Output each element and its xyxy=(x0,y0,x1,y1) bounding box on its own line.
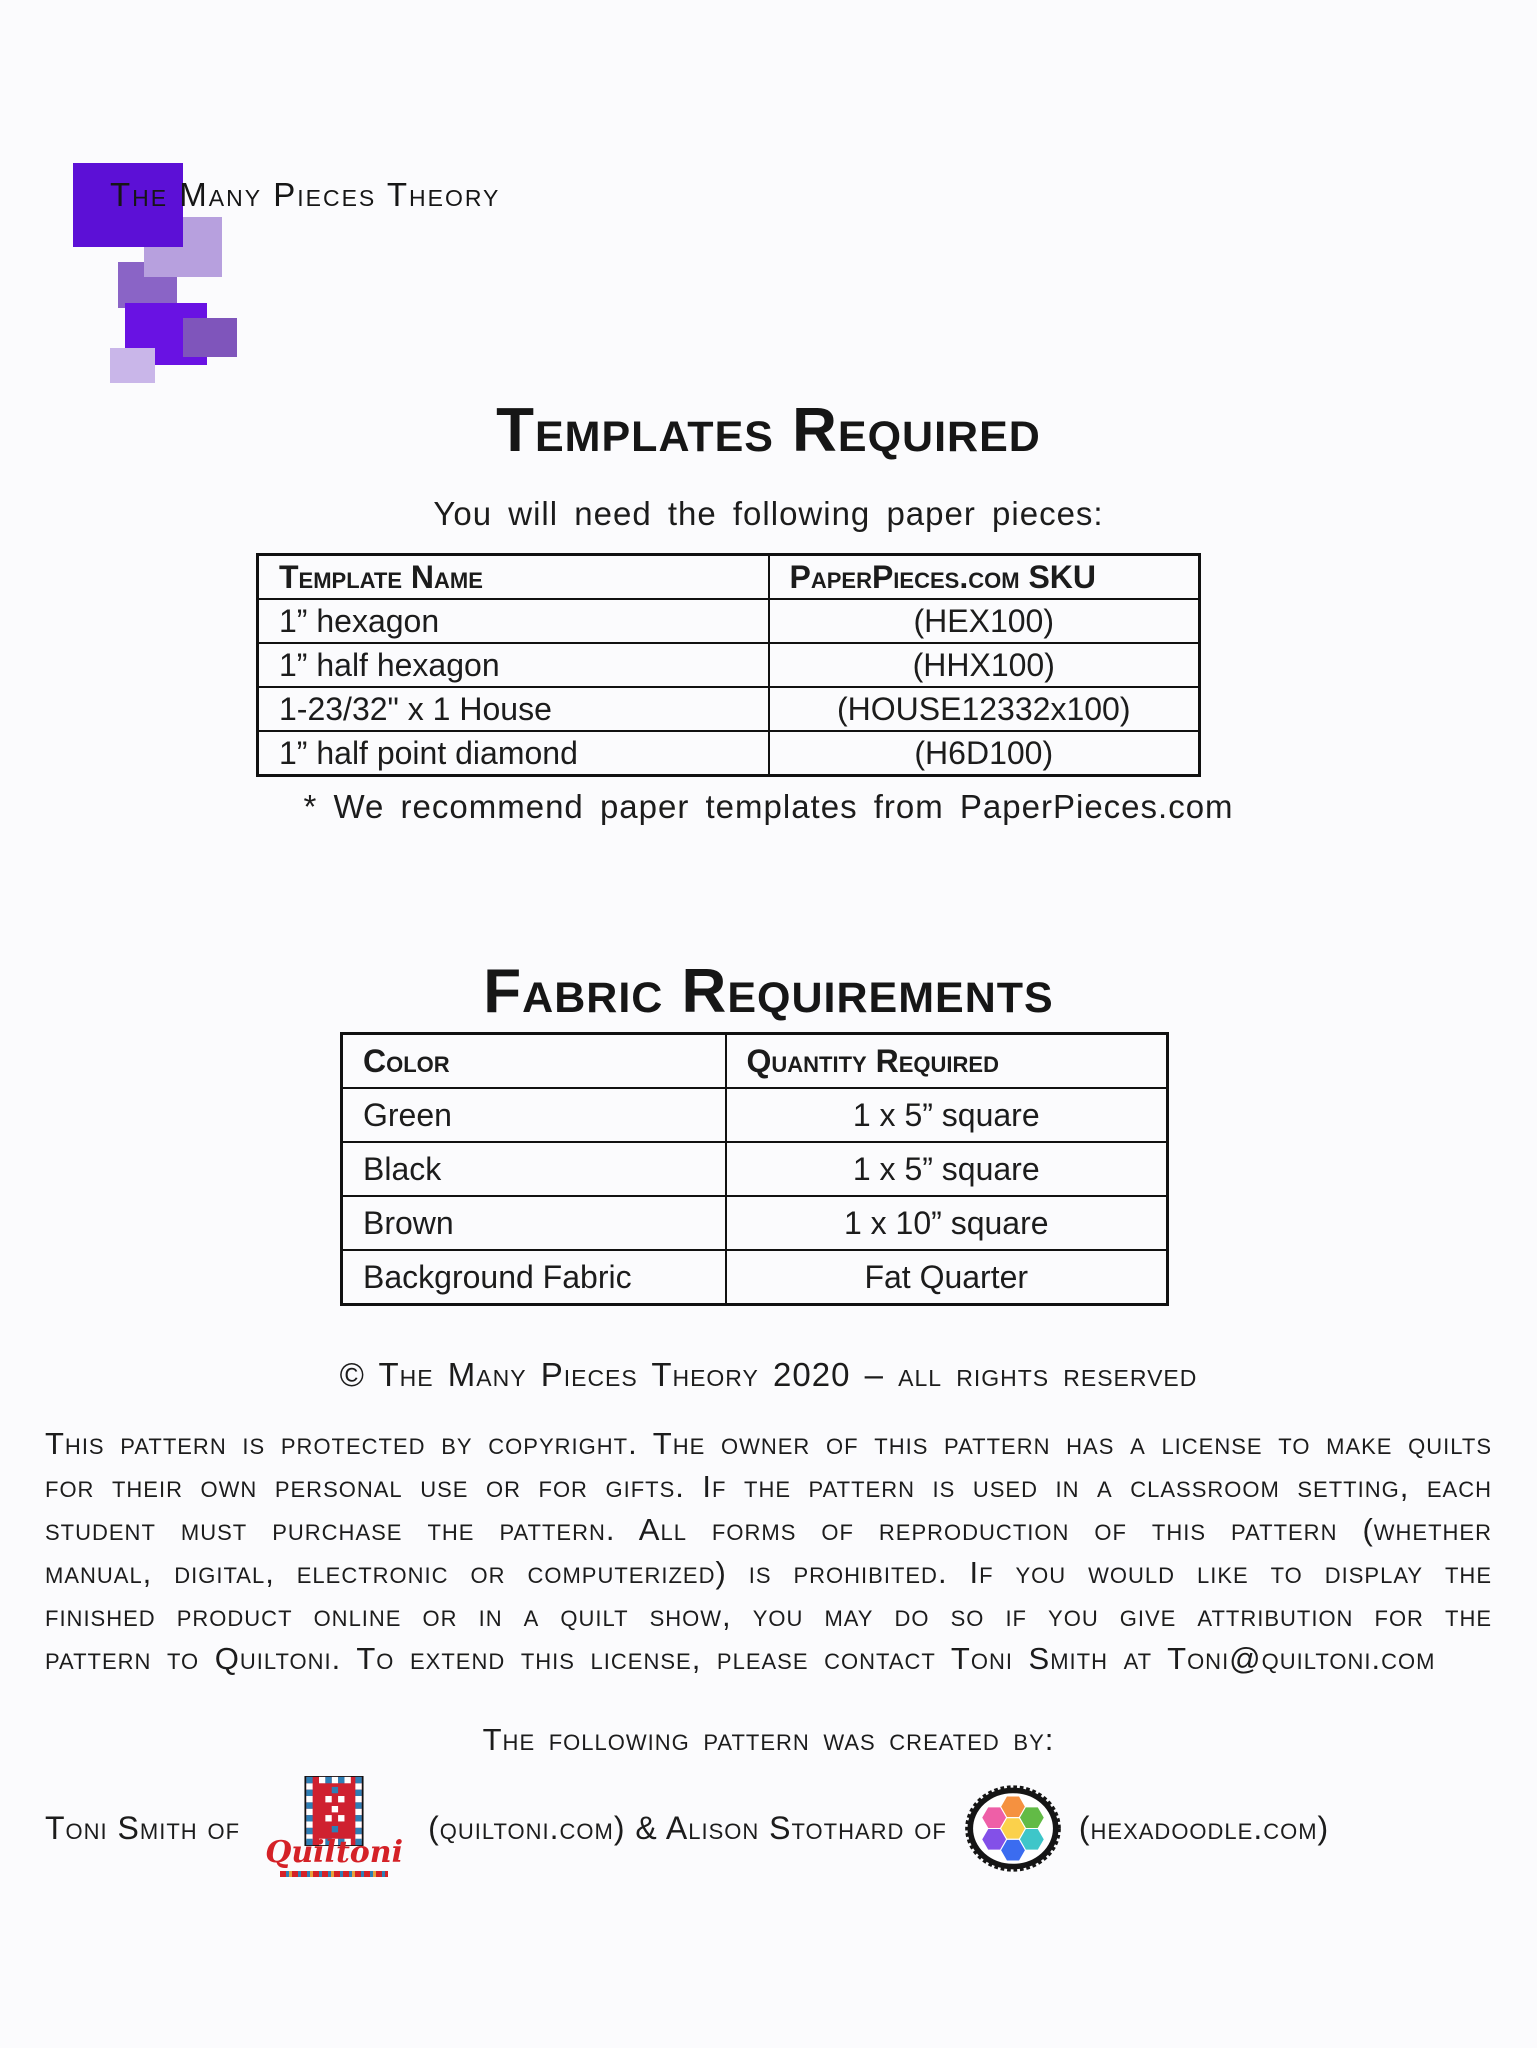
quiltoni-tagline-decoration xyxy=(280,1871,388,1877)
templates-note: * We recommend paper templates from PaperPieces.com xyxy=(303,788,1234,825)
credit-quiltoni-site: (quiltoni.com) & Alison Stothard of xyxy=(428,1809,947,1846)
brand-title: The Many Pieces Theory xyxy=(110,176,501,213)
fabric-color: Background Fabric xyxy=(342,1250,726,1305)
credits-row xyxy=(0,1768,1537,1888)
table-row xyxy=(342,1250,1168,1305)
credit-toni-text: Toni Smith of xyxy=(45,1809,241,1846)
table-row xyxy=(258,643,1200,687)
credit-hexadoodle-site: (hexadoodle.com) xyxy=(1078,1809,1330,1846)
quiltoni-logo xyxy=(254,1776,414,1877)
templates-heading: Templates Required xyxy=(496,396,1041,465)
templates-col-sku: PaperPieces.com SKU xyxy=(769,555,1200,600)
templates-table xyxy=(256,553,1201,777)
fabric-color: Brown xyxy=(342,1196,726,1250)
credit-alison-text: & Alison Stothard of xyxy=(635,1809,947,1846)
template-name: 1” hexagon xyxy=(258,599,769,643)
hexadoodle-hexagon-flower-icon xyxy=(961,1782,1065,1875)
fabric-table xyxy=(340,1032,1169,1306)
table-row xyxy=(258,687,1200,731)
logo-square-lavender-bottom xyxy=(110,348,155,383)
template-name: 1” half hexagon xyxy=(258,643,769,687)
template-sku: (HEX100) xyxy=(769,599,1200,643)
fabric-color: Green xyxy=(342,1088,726,1142)
logo-square-medium-right xyxy=(183,318,237,357)
template-sku: (HHX100) xyxy=(769,643,1200,687)
license-paragraph: This pattern is protected by copyright. The owner of this pattern has a license to make quilts for their own personal use or for gifts. If the pattern is used in a classroom setting, each student must purchase the pattern. All forms of reproduction of this pattern (whether manual, digital, electronic or computerized) is prohibited. If you would like to display the finished product online or in a quilt show, you may do so if you give attribution for the pattern to Quiltoni. To extend this license, please contact Toni Smith at Toni@quiltoni.com xyxy=(45,1426,1492,1676)
template-name: 1-23/32" x 1 House xyxy=(258,687,769,731)
table-row xyxy=(258,731,1200,776)
fabric-col-color: Color xyxy=(342,1034,726,1089)
copyright-line: © The Many Pieces Theory 2020 – all rights reserved xyxy=(339,1356,1198,1393)
templates-col-name: Template Name xyxy=(258,555,769,600)
table-row xyxy=(342,1142,1168,1196)
template-sku: (HOUSE12332x100) xyxy=(769,687,1200,731)
template-sku: (H6D100) xyxy=(769,731,1200,776)
fabric-quantity: 1 x 10” square xyxy=(726,1196,1168,1250)
fabric-quantity: Fat Quarter xyxy=(726,1250,1168,1305)
table-row xyxy=(258,599,1200,643)
fabric-heading: Fabric Requirements xyxy=(483,957,1054,1026)
templates-intro: You will need the following paper pieces: xyxy=(433,495,1104,532)
fabric-header-row xyxy=(342,1034,1168,1089)
template-name: 1” half point diamond xyxy=(258,731,769,776)
quiltoni-wordmark: Quiltoni xyxy=(265,1834,404,1870)
fabric-col-quantity: Quantity Required xyxy=(726,1034,1168,1089)
table-row xyxy=(342,1196,1168,1250)
brand-logo xyxy=(0,0,640,420)
fabric-quantity: 1 x 5” square xyxy=(726,1088,1168,1142)
table-row xyxy=(342,1088,1168,1142)
fabric-quantity: 1 x 5” square xyxy=(726,1142,1168,1196)
fabric-color: Black xyxy=(342,1142,726,1196)
hexadoodle-logo xyxy=(961,1782,1065,1875)
credits-intro: The following pattern was created by: xyxy=(482,1722,1055,1757)
templates-header-row xyxy=(258,555,1200,600)
